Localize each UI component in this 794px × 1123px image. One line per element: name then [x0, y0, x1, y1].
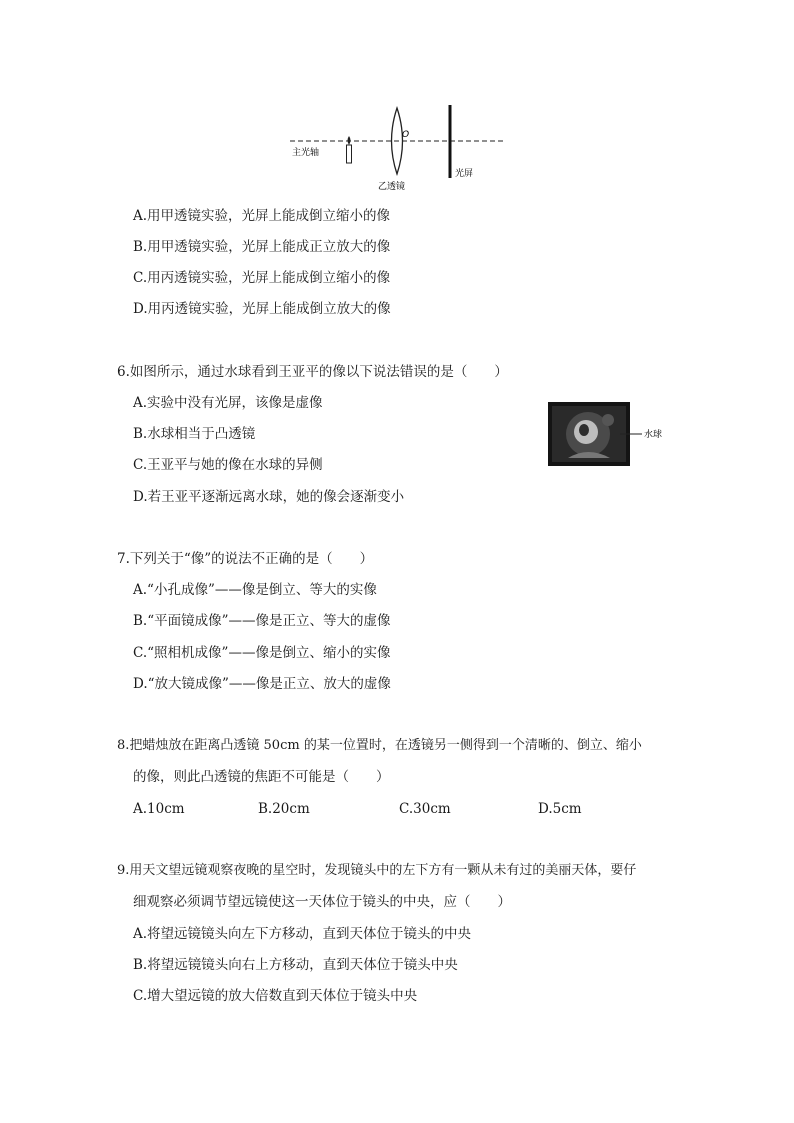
- axis-label: 主光轴: [292, 148, 320, 158]
- q9-option-c: C.增大望远镜的放大倍数直到天体位于镜头中央: [133, 988, 418, 1004]
- q6-option-a: A.实验中没有光屏，该像是虚像: [133, 395, 323, 411]
- q8-option-d: D.5cm: [538, 801, 582, 817]
- lens-diagram: [280, 100, 510, 195]
- q5-option-b: B.用甲透镜实验，光屏上能成正立放大的像: [133, 239, 391, 255]
- q8-stem-line1: 8.把蜡烛放在距离凸透镜 50cm 的某一位置时，在透镜另一侧得到一个清晰的、倒立、缩小: [117, 738, 642, 753]
- q8-option-c: C.30cm: [399, 801, 451, 817]
- q8-option-a: A.10cm: [133, 801, 185, 817]
- q6-option-b: B.水球相当于凸透镜: [133, 426, 256, 442]
- q5-option-c: C.用丙透镜实验，光屏上能成倒立缩小的像: [133, 270, 391, 286]
- candle-icon: [347, 136, 352, 163]
- q7-option-a: A.“小孔成像”——像是倒立、等大的实像: [133, 582, 377, 598]
- q6-option-d: D.若王亚平逐渐远离水球，她的像会逐渐变小: [133, 489, 405, 505]
- q6-stem: 6.如图所示，通过水球看到王亚平的像以下说法错误的是（ ）: [117, 364, 508, 380]
- q5-option-a: A.用甲透镜实验，光屏上能成倒立缩小的像: [133, 208, 391, 224]
- q9-stem-line1: 9.用天文望远镜观察夜晚的星空时，发现镜头中的左下方有一颗从未有过的美丽天体，要仔: [117, 863, 637, 878]
- q9-option-a: A.将望远镜镜头向左下方移动，直到天体位于镜头的中央: [133, 926, 472, 942]
- screen-label: 光屏: [455, 169, 474, 179]
- lens-label: 乙透镜: [378, 182, 406, 192]
- water-ball-photo: [548, 402, 630, 466]
- q7-option-c: C.“照相机成像”——像是倒立、缩小的实像: [133, 645, 391, 661]
- q5-option-d: D.用丙透镜实验，光屏上能成倒立放大的像: [133, 301, 391, 317]
- q9-stem-line2: 细观察必须调节望远镜使这一天体位于镜头的中央，应（ ）: [133, 894, 511, 910]
- q7-stem: 7.下列关于“像”的说法不正确的是（ ）: [117, 551, 374, 567]
- q9-option-b: B.将望远镜镜头向右上方移动，直到天体位于镜头中央: [133, 957, 458, 973]
- photo-callout: [620, 424, 680, 444]
- optical-center-label: O: [402, 130, 410, 140]
- q6-option-c: C.王亚平与她的像在水球的异侧: [133, 457, 323, 473]
- q7-option-d: D.“放大镜成像”——像是正立、放大的虚像: [133, 676, 391, 692]
- q7-option-b: B.“平面镜成像”——像是正立、等大的虚像: [133, 613, 391, 629]
- q8-stem-line2: 的像，则此凸透镜的焦距不可能是（ ）: [133, 769, 390, 785]
- q8-option-b: B.20cm: [258, 801, 310, 817]
- water-ball-label: 水球: [644, 430, 663, 440]
